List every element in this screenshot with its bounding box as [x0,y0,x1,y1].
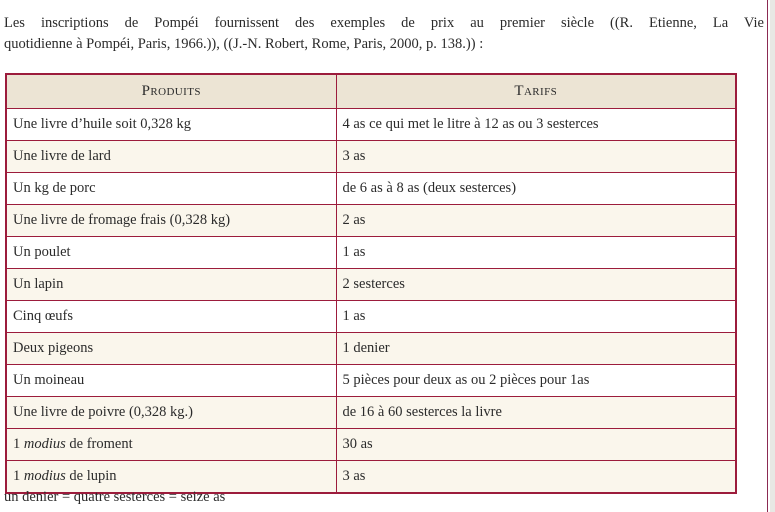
produit-prefix: 1 [13,435,24,452]
cell-tarif: 3 as [336,461,736,494]
prices-table [5,73,737,494]
cell-tarif: 5 pièces pour deux as ou 2 pièces pour 1as [336,365,736,397]
table-row [6,365,736,397]
cell-tarif: 1 denier [336,333,736,365]
cell-produit: Une livre de poivre (0,328 kg.) [6,397,336,429]
table-row [6,269,736,301]
cell-produit: Deux pigeons [6,333,336,365]
table-body [6,109,736,494]
table-row [6,205,736,237]
intro-line-2: quotidienne à Pompéi, Paris, 1966.)), ((J.-N. Robert, Rome, Paris, 2000, p. 138.)) : [4,36,484,52]
table-row [6,301,736,333]
produit-italic-term: modius [23,435,66,452]
table-row [6,237,736,269]
cell-tarif: 30 as [336,429,736,461]
cell-produit: Un lapin [6,269,336,301]
column-header-tarifs: Tarifs [336,74,736,109]
cell-produit: Une livre de fromage frais (0,328 kg) [6,205,336,237]
cell-tarif: 1 as [336,301,736,333]
table-header [6,74,736,109]
intro-paragraph [4,13,764,55]
cell-tarif: de 6 as à 8 as (deux sesterces) [336,173,736,205]
cell-produit: Un moineau [6,365,336,397]
column-header-produits: Produits [6,74,336,109]
produit-italic-term: modius [23,467,66,484]
cell-produit: Une livre d’huile soit 0,328 kg [6,109,336,141]
table-row [6,333,736,365]
cell-tarif: 4 as ce qui met le litre à 12 as ou 3 sesterces [336,109,736,141]
intro-line-1: Les inscriptions de Pompéi fournissent des exemples de prix au premier siècle ((R. Etienne, La Vie [4,15,764,31]
cell-tarif: 3 as [336,141,736,173]
produit-prefix: 1 [13,467,24,484]
page-right-gutter [770,0,775,512]
table-row [6,109,736,141]
footer-note: un denier = quatre sesterces = seize as [4,489,226,505]
table-row [6,141,736,173]
cell-tarif: de 16 à 60 sesterces la livre [336,397,736,429]
cell-tarif: 1 as [336,237,736,269]
cell-produit: Une livre de lard [6,141,336,173]
produit-suffix: de froment [65,435,133,452]
table-row [6,173,736,205]
cell-produit [6,429,336,461]
cell-produit: Un poulet [6,237,336,269]
cell-tarif: 2 as [336,205,736,237]
table-row [6,397,736,429]
cell-produit: Cinq œufs [6,301,336,333]
table-header-row [6,74,736,109]
cell-tarif: 2 sesterces [336,269,736,301]
table-row [6,429,736,461]
cell-produit: Un kg de porc [6,173,336,205]
produit-suffix: de lupin [65,467,117,484]
